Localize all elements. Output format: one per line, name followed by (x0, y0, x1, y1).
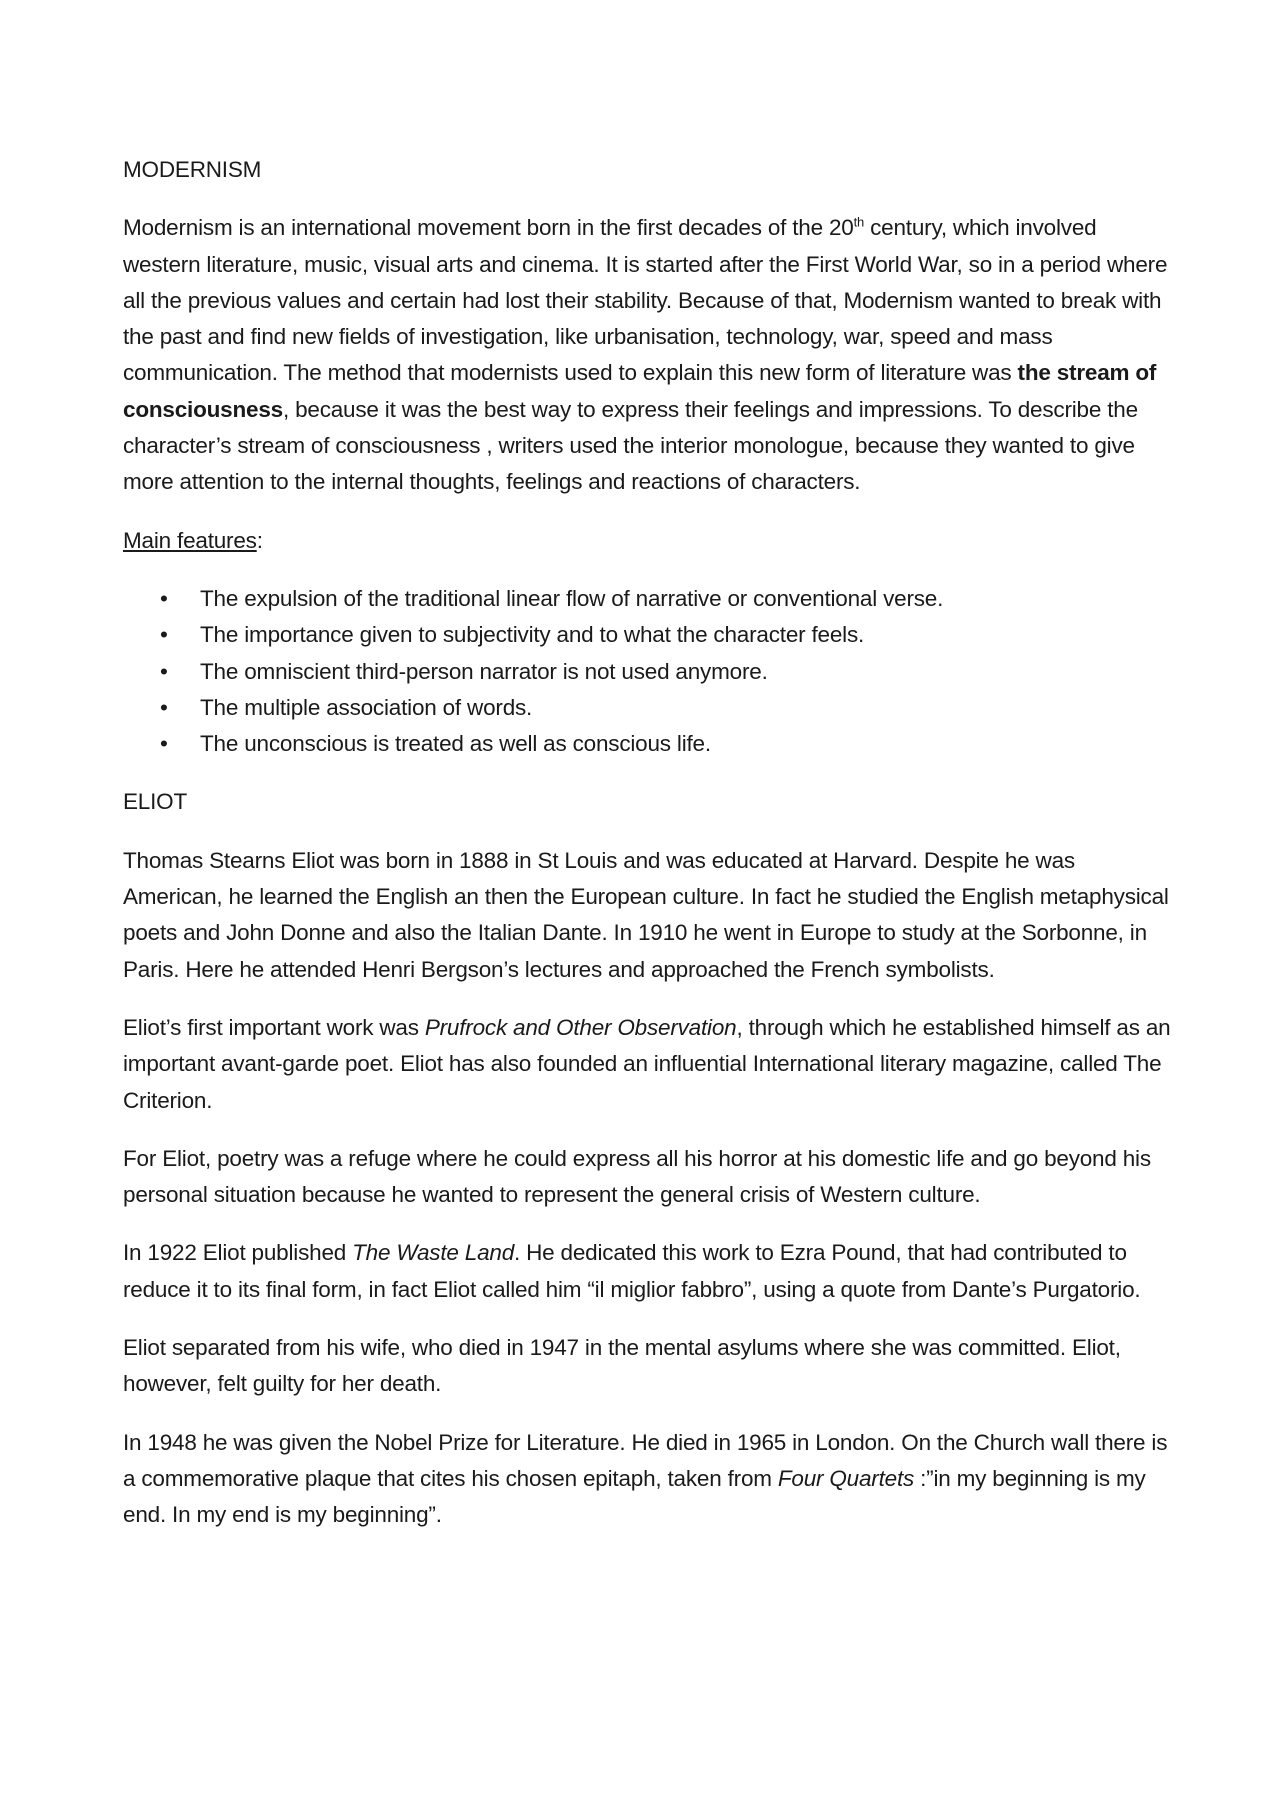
bullet-icon: • (160, 731, 168, 757)
p2-text-before: Eliot’s first important work was (123, 1014, 425, 1040)
list-item-text: The unconscious is treated as well as conscious life. (200, 731, 711, 757)
eliot-paragraph-1: Thomas Stearns Eliot was born in 1888 in St Louis and was educated at Harvard. Despite he was American, he learned the English an then the European culture. In fact he studied the English metaphysical poets and John Donne and also the Italian Dante. In 1910 he went in Europe to study at the Sorbonne, in Paris. Here he attended Henri Bergson’s lectures and approached the French symbolists. (123, 847, 1169, 982)
eliot-paragraph-2 (123, 1010, 1173, 1119)
p6-work-title: Four Quartets (777, 1465, 915, 1491)
bullet-icon: • (160, 658, 168, 684)
p4-work-title: The Waste Land (352, 1240, 515, 1266)
list-item-text: The importance given to subjectivity and to what the character feels. (200, 622, 865, 648)
intro-text-1: Modernism is an international movement born in the first decades of the 20 (123, 215, 854, 241)
features-list (123, 581, 1173, 762)
list-item (123, 654, 1173, 690)
intro-superscript: th (853, 214, 865, 230)
document-page (123, 152, 1173, 1556)
list-item (123, 581, 1173, 617)
p2-text-after: , through which he established himself as an important avant-garde poet. Eliot has also founded an influential International literary magazine, called The Criterion. (123, 1014, 1171, 1113)
list-item-text: The multiple association of words. (200, 694, 533, 720)
p4-text-after: . He dedicated this work to Ezra Pound, that had contributed to reduce it to its final form, in fact Eliot called him “il miglior fabbro”, using a quote from Dante’s Purgatorio. (123, 1240, 1141, 1302)
list-item (123, 617, 1173, 653)
modernism-heading: MODERNISM (123, 157, 262, 182)
list-item (123, 726, 1173, 762)
eliot-paragraph-6 (123, 1425, 1173, 1534)
modernism-intro-paragraph (123, 210, 1173, 500)
bullet-icon: • (160, 585, 168, 611)
p2-work-title: Prufrock and Other Observation (424, 1014, 737, 1040)
p4-text-before: In 1922 Eliot published (123, 1240, 353, 1266)
bullet-icon: • (160, 694, 168, 720)
intro-bold-phrase: the stream of consciousness (123, 360, 1157, 422)
p6-text-before: In 1948 he was given the Nobel Prize for Literature. He died in 1965 in London. On the Church wall there is a commemorative plaque that cites his chosen epitaph, taken from (123, 1429, 1168, 1491)
bullet-icon: • (160, 622, 168, 648)
p6-text-after: :”in my beginning is my end. In my end is my beginning”. (123, 1465, 1146, 1528)
eliot-paragraph-4 (123, 1235, 1173, 1308)
list-item (123, 690, 1173, 726)
list-item-text: The expulsion of the traditional linear flow of narrative or conventional verse. (200, 585, 944, 611)
features-label: Main features (123, 527, 257, 553)
intro-text-2: century, which involved western literature, music, visual arts and cinema. It is started after the First World War, so in a period where all the previous values and certain had lost their stability. Because of that, Modernism wanted to break with the past and find new fields of investigation, like urbanisation, technology, war, speed and mass communication. The method that modernists used to explain this new form of literature was (123, 215, 1168, 386)
eliot-paragraph-3: For Eliot, poetry was a refuge where he could express all his horror at his domestic life and go beyond his personal situation because he wanted to represent the general crisis of Western culture. (123, 1145, 1151, 1208)
eliot-heading: ELIOT (123, 789, 188, 815)
intro-text-3: , because it was the best way to express their feelings and impressions. To describe the character’s stream of consciousness , writers used the interior monologue, because they wanted to give more attention to the internal thoughts, feelings and reactions of characters. (123, 396, 1138, 495)
features-label-line (123, 523, 1173, 559)
features-colon: : (256, 527, 263, 553)
list-item-text: The omniscient third-person narrator is not used anymore. (200, 658, 768, 684)
eliot-paragraph-5: Eliot separated from his wife, who died in 1947 in the mental asylums where she was committed. Eliot, however, felt guilty for her death. (123, 1335, 1121, 1397)
